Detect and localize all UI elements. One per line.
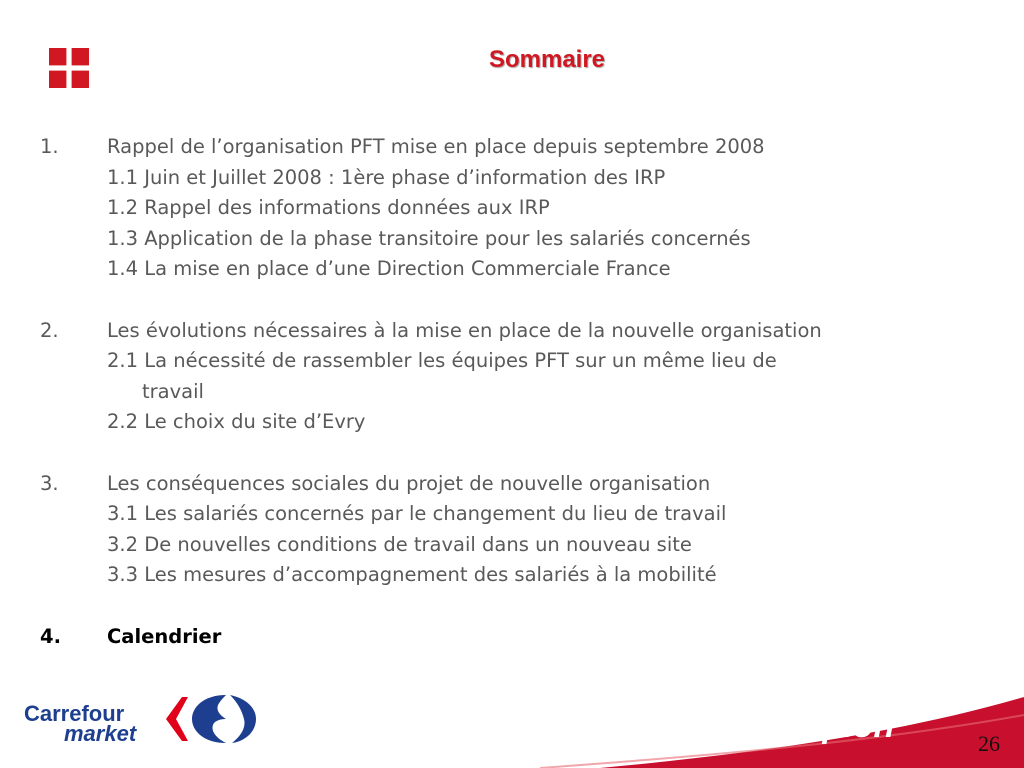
toc-item: 1.4 La mise en place d’une Direction Commerciale France: [107, 257, 671, 281]
toc-section-number: 3.: [40, 471, 59, 495]
toc-section-3: [40, 469, 1000, 500]
toc-item: 1.2 Rappel des informations données aux IRP: [107, 196, 550, 220]
toc-section-title: Calendrier: [107, 624, 222, 648]
toc-item: 3.1 Les salariés concernés par le changement du lieu de travail: [107, 502, 727, 526]
toc-section-number: 1.: [40, 135, 59, 158]
toc-section-number: 4.: [40, 624, 61, 648]
toc-item: 3.3 Les mesures d’accompagnement des salariés à la mobilité: [107, 563, 717, 587]
carrefour-logo-word: Carrefour: [24, 701, 125, 726]
page-number: 26: [978, 731, 1000, 756]
toc-section-2: [40, 316, 1000, 347]
toc-spacer: [40, 591, 1000, 622]
toc-section-title: Les évolutions nécessaires à la mise en place de la nouvelle organisation: [107, 318, 822, 342]
champion-logo: [728, 685, 906, 745]
footer-band: [0, 675, 1024, 768]
carrefour-market-logo: [24, 695, 256, 746]
market-logo-word: market: [64, 721, 137, 746]
toc-spacer: [40, 285, 1000, 316]
toc-section-1: [40, 132, 1000, 163]
toc-item: 1.1 Juin et Juillet 2008 : 1ère phase d’information des IRP: [107, 165, 666, 189]
carrefour-symbol-blue-icon: [192, 695, 226, 743]
toc-section-title: Les conséquences sociales du projet de nouvelle organisation: [107, 471, 711, 495]
page-title: Sommaire: [488, 46, 606, 73]
toc-item: 2.1 La nécessité de rassembler les équipes PFT sur un même lieu de: [107, 349, 777, 373]
toc-item: 2.2 Le choix du site d’Evry: [107, 410, 366, 434]
toc-item: 3.2 De nouvelles conditions de travail dans un nouveau site: [107, 532, 692, 556]
toc-section-number: 2.: [40, 318, 59, 342]
champion-figure-icon: [878, 694, 902, 701]
table-of-contents: [40, 132, 1000, 652]
toc-spacer: [40, 438, 1000, 469]
champion-logo-word: Champion: [728, 707, 895, 745]
toc-section-title: Rappel de l’organisation PFT mise en place depuis septembre 2008: [107, 135, 765, 158]
toc-item: 1.3 Application de la phase transitoire pour les salariés concernés: [107, 226, 751, 250]
carrefour-symbol-red-icon: [166, 697, 188, 741]
toc-item-continuation: travail: [142, 379, 204, 403]
toc-section-4-current: [40, 622, 1000, 653]
